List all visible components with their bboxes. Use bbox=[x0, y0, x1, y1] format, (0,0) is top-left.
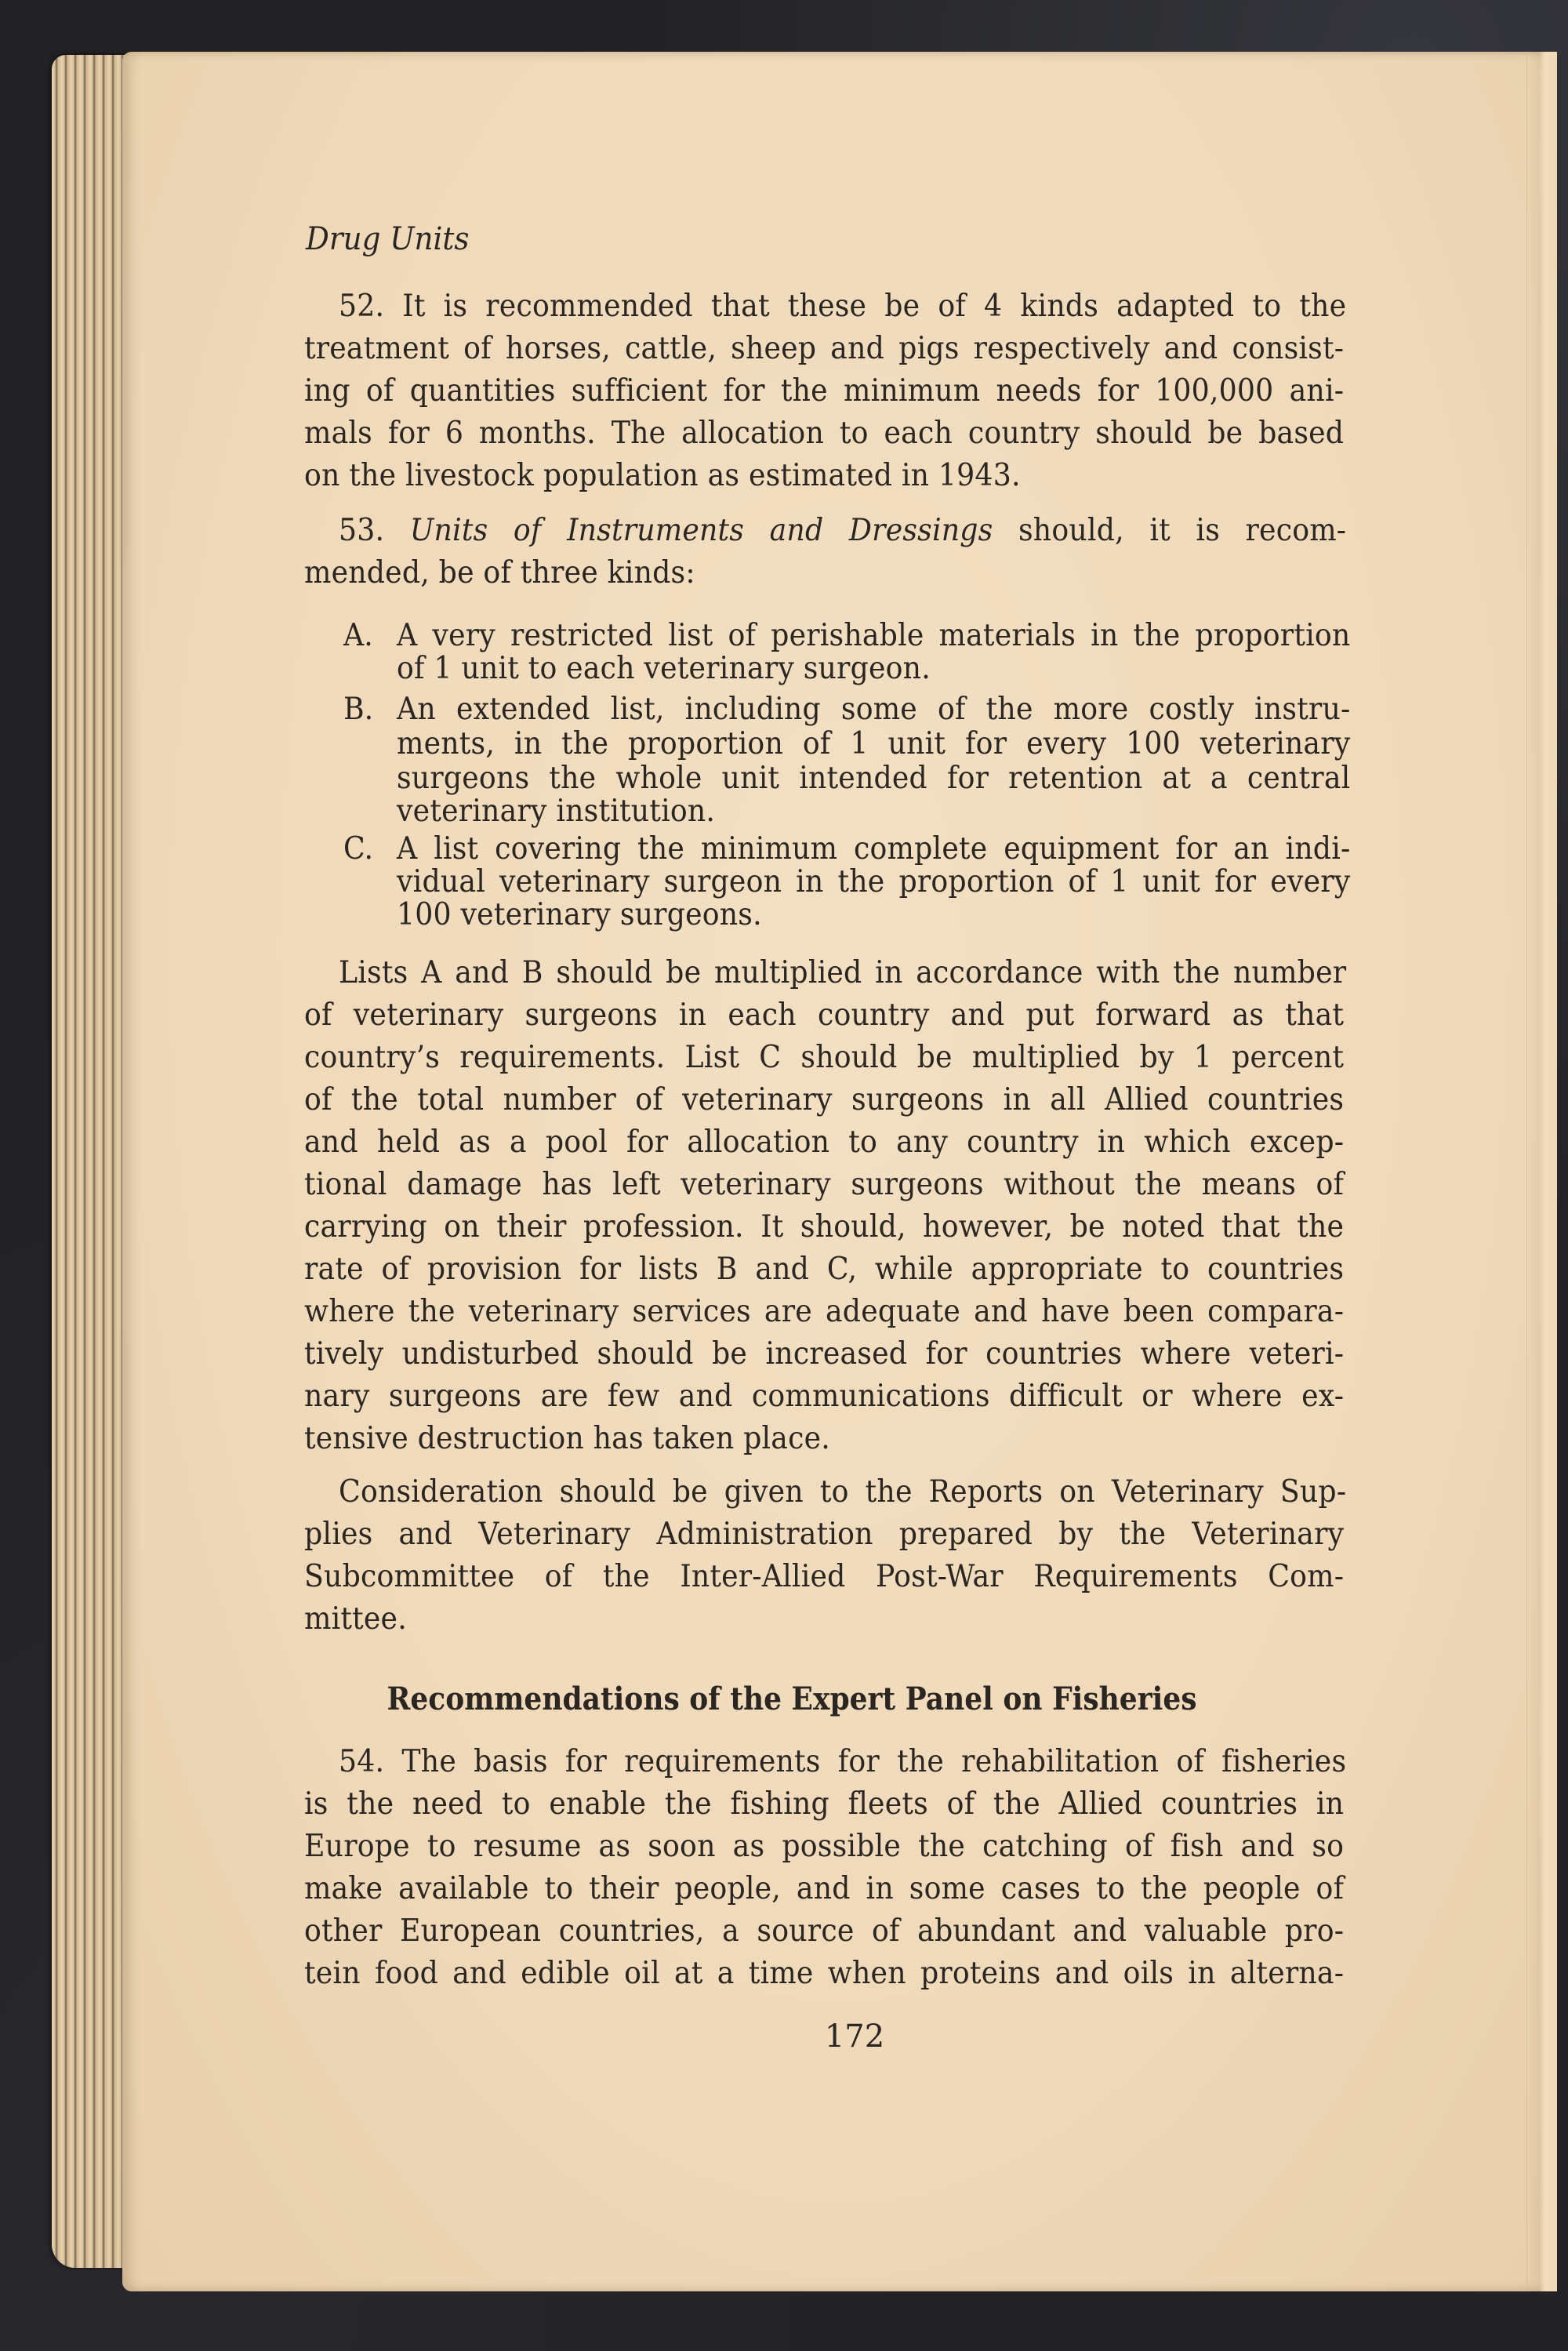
paragraph-line: 52. It is recommended that these be of 4 kinds adapted to the bbox=[339, 289, 1347, 324]
list-item-line: A list covering the minimum complete equipment for an indi- bbox=[397, 831, 1351, 867]
paragraph-line: Consideration should be given to the Reports on Veterinary Sup- bbox=[339, 1474, 1347, 1510]
list-item-line: An extended list, including some of the more costly instru- bbox=[397, 692, 1351, 727]
paragraph-line: mittee. bbox=[304, 1601, 407, 1637]
paragraph-line: treatment of horses, cattle, sheep and pigs respectively and consist- bbox=[304, 331, 1345, 366]
section-title-drug-units: Drug Units bbox=[306, 221, 470, 257]
list-item-line: 100 veterinary surgeons. bbox=[397, 897, 762, 932]
paragraph-line: nary surgeons are few and communications difficult or where ex- bbox=[304, 1379, 1345, 1414]
list-item-line: vidual veterinary surgeon in the proportion of 1 unit for every bbox=[397, 864, 1351, 899]
list-item-line: veterinary institution. bbox=[397, 794, 716, 829]
paragraph-line: is the need to enable the fishing fleets of the Allied countries in bbox=[304, 1786, 1345, 1822]
paragraph-line: Subcommittee of the Inter-Allied Post-War Requirements Com- bbox=[304, 1559, 1345, 1594]
paragraph-line: ing of quantities sufficient for the minimum needs for 100,000 ani- bbox=[304, 373, 1345, 409]
paragraph-line: carrying on their profession. It should, however, be noted that the bbox=[304, 1209, 1345, 1245]
list-item-line: surgeons the whole unit intended for retention at a central bbox=[397, 761, 1351, 796]
paragraph-line: of veterinary surgeons in each country and put forward as that bbox=[304, 997, 1345, 1033]
paragraph-line: and held as a pool for allocation to any country in which excep- bbox=[304, 1125, 1345, 1160]
page-number: 172 bbox=[824, 2019, 885, 2055]
paragraph-line: where the veterinary services are adequate and have been compara- bbox=[304, 1294, 1345, 1329]
list-letter-a: A. bbox=[343, 618, 373, 653]
paragraph-line: mended, be of three kinds: bbox=[304, 555, 695, 590]
list-item-line: A very restricted list of perishable materials in the proportion bbox=[397, 618, 1351, 653]
paragraph-line: other European countries, a source of abundant and valuable pro- bbox=[304, 1913, 1345, 1949]
paragraph-line: Lists A and B should be multiplied in accordance with the number bbox=[339, 955, 1347, 990]
paragraph-number: 53. bbox=[339, 513, 385, 548]
paragraph-line: country’s requirements. List C should be multiplied by 1 percent bbox=[304, 1040, 1345, 1075]
paragraph-line: Europe to resume as soon as possible the catching of fish and so bbox=[304, 1829, 1345, 1864]
paragraph-line bbox=[339, 510, 1346, 552]
paragraph-line: tensive destruction has taken place. bbox=[304, 1421, 830, 1456]
paragraph-line: tively undisturbed should be increased for countries where veteri- bbox=[304, 1336, 1345, 1372]
paragraph-line: of the total number of veterinary surgeons in all Allied countries bbox=[304, 1082, 1345, 1117]
paragraph-line: on the livestock population as estimated in 1943. bbox=[304, 458, 1021, 493]
paragraph-line: make available to their people, and in some cases to the people of bbox=[304, 1871, 1345, 1906]
paragraph-line: tional damage has left veterinary surgeons without the means of bbox=[304, 1167, 1345, 1202]
list-letter-b: B. bbox=[343, 692, 374, 727]
list-item-line: ments, in the proportion of 1 unit for every 100 veterinary bbox=[397, 726, 1351, 761]
paragraph-line: 54. The basis for requirements for the rehabilitation of fisheries bbox=[339, 1744, 1347, 1779]
fisheries-heading: Recommendations of the Expert Panel on Fisheries bbox=[387, 1681, 1197, 1717]
list-letter-c: C. bbox=[343, 831, 373, 867]
paragraph-line: tein food and edible oil at a time when proteins and oils in alterna- bbox=[304, 1956, 1345, 1991]
paragraph-line: mals for 6 months. The allocation to each country should be based bbox=[304, 416, 1345, 451]
italic-phrase-units-of-instruments: Units of Instruments and Dressings bbox=[409, 513, 993, 548]
list-item-line: of 1 unit to each veterinary surgeon. bbox=[397, 651, 931, 686]
paragraph-line-rest: should, it is recom- bbox=[993, 513, 1347, 548]
paragraph-line: plies and Veterinary Administration prepared by the Veterinary bbox=[304, 1517, 1345, 1552]
paragraph-line: rate of provision for lists B and C, while appropriate to countries bbox=[304, 1252, 1345, 1287]
